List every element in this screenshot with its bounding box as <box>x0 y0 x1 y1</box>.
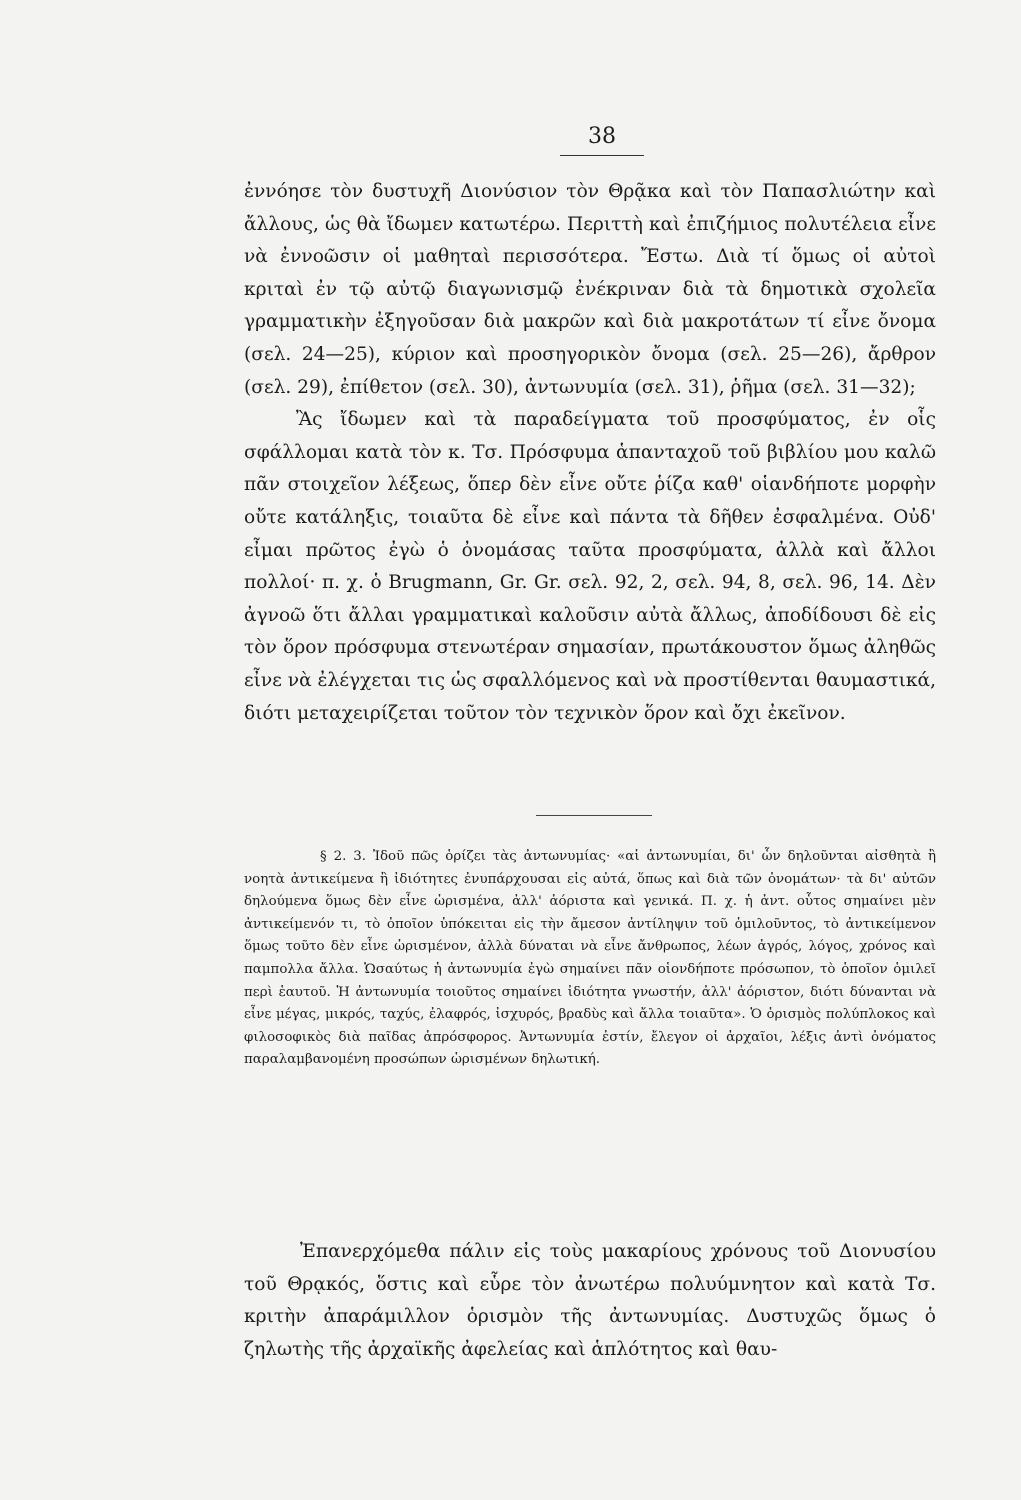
footnote-divider <box>536 815 652 816</box>
page-number: 38 <box>560 124 644 156</box>
footnote-text: § 2. 3. Ἰδοῦ πῶς ὁρίζει τὰς ἀντωνυμίας· «αἱ ἀντωνυμίαι, δι' ὧν δηλοῦνται αἰσθητὰ ἢ νοητὰ ἀντικείμενα ἢ ἰδιότητες ἐνυπάρχουσαι εἰς αὐτά, ὅπως καὶ διὰ τῶν ὀνομάτων· τὰ δι' αὐτῶν δηλούμενα ὅμως δὲν εἶνε ὡρισμένα, ἀλλ' ἀόριστα καὶ γενικά. Π. χ. ἡ ἀντ. οὗτος σημαίνει μὲν ἀντικείμενόν τι, τὸ ὁποῖον ὑπόκειται εἰς τὴν ἄμεσον ἀντίληψιν τοῦ ὁμιλοῦντος, τὸ ἀντικείμενον ὅμως τοῦτο δὲν εἶνε ὡρισμένον, ἀλλὰ δύναται νὰ εἶνε ἄνθρωπος, λέων ἀγρός, λόγος, χρόνος καὶ παμπολλα ἄλλα. Ὡσαύτως ἡ ἀντωνυμία ἐγὼ σημαίνει πᾶν οἱονδήποτε πρόσωπον, τὸ ὁποῖον ὁμιλεῖ περὶ ἑαυτοῦ. Ἡ ἀντωνυμία τοιοῦτος σημαίνει ἰδιότητα γνωστήν, ἀλλ' ἀόριστον, διότι δύνανται νὰ εἶνε μέγας, μικρός, ταχύς, ἐλαφρός, ἰσχυρός, βραδὺς καὶ ἄλλα τοιαῦτα». Ὁ ὁρισμὸς πολύπλοκος καὶ φιλοσοφικὸς διὰ παῖδας ἀπρόσφορος. Ἀντωνυμία ἐστίν, ἔλεγον οἱ ἀρχαῖοι, λέξις ἀντὶ ὀνόματος παραλαμβανομένη προσώπων ὡρισμένων δηλωτική. <box>244 849 936 1068</box>
main-paragraph-2: Ἂς ἴδωμεν καὶ τὰ παραδείγματα τοῦ προσφύματος, ἐν οἷς σφάλλομαι κατὰ τὸν κ. Τσ. Πρόσφυμα ἁπανταχοῦ τοῦ βιβλίου μου καλῶ πᾶν στοιχεῖον λέξεως, ὅπερ δὲν εἶνε οὔτε ῥίζα καθ' οἱανδήποτε μορφὴν οὔτε κατάληξις, τοιαῦτα δὲ εἶνε καὶ πάντα τὰ δῆθεν ἐσφαλμένα. Οὐδ' εἶμαι πρῶτος ἐγὼ ὁ ὀνομάσας ταῦτα προσφύματα, ἀλλὰ καὶ ἄλλοι πολλοί· π. χ. ὁ Brugmann, Gr. Gr. σελ. 92, 2, σελ. 94, 8, σελ. 96, 14. Δὲν ἀγνοῶ ὅτι ἄλλαι γραμματικαὶ καλοῦσιν αὐτὰ ἄλλως, ἀποδίδουσι δὲ εἰς τὸν ὅρον πρόσφυμα στενωτέραν σημασίαν, πρωτάκουστον ὅμως ἀληθῶς εἶνε νὰ ἐλέγχεται τις ὡς σφαλλόμενος καὶ νὰ προστίθενται θαυμαστικά, διότι μεταχειρίζεται τοῦτον τὸν τεχνικὸν ὅρον καὶ ὄχι ἐκεῖνον. <box>244 409 936 724</box>
closing-paragraph: Ἐπανερχόμεθα πάλιν εἰς τοὺς μακαρίους χρόνους τοῦ Διονυσίου τοῦ Θρᾳκός, ὅστις καὶ εὗρε τὸν ἀνωτέρω πολυύμνητον καὶ κατὰ Τσ. κριτὴν ἀπαράμιλλον ὁρισμὸν τῆς ἀντωνυμίας. Δυστυχῶς ὅμως ὁ ζηλωτὴς τῆς ἀρχαϊκῆς ἀφελείας καὶ ἁπλότητος καὶ θαυ- <box>244 1241 936 1360</box>
main-text <box>244 176 936 730</box>
main-paragraph-1: ἐννόησε τὸν δυστυχῆ Διονύσιον τὸν Θρᾷκα καὶ τὸν Παπασλιώτην καὶ ἄλλους, ὡς θὰ ἴδωμεν κατωτέρω. Περιττὴ καὶ ἐπιζήμιος πολυτέλεια εἶνε νὰ ἐννοῶσιν οἱ μαθηταὶ περισσότερα. Ἔστω. Διὰ τί ὅμως οἱ αὐτοὶ κριταὶ ἐν τῷ αὐτῷ διαγωνισμῷ ἐνέκριναν διὰ τὰ δημοτικὰ σχολεῖα γραμματικὴν ἐξηγοῦσαν διὰ μακρῶν καὶ διὰ μακροτάτων τί εἶνε ὄνομα (σελ. 24—25), κύριον καὶ προσηγορικὸν ὄνομα (σελ. 25—26), ἄρθρον (σελ. 29), ἐπίθετον (σελ. 30), ἀντωνυμία (σελ. 31), ῥῆμα (σελ. 31—32); <box>244 181 936 398</box>
footnote <box>244 846 936 1072</box>
closing-text <box>244 1236 936 1366</box>
